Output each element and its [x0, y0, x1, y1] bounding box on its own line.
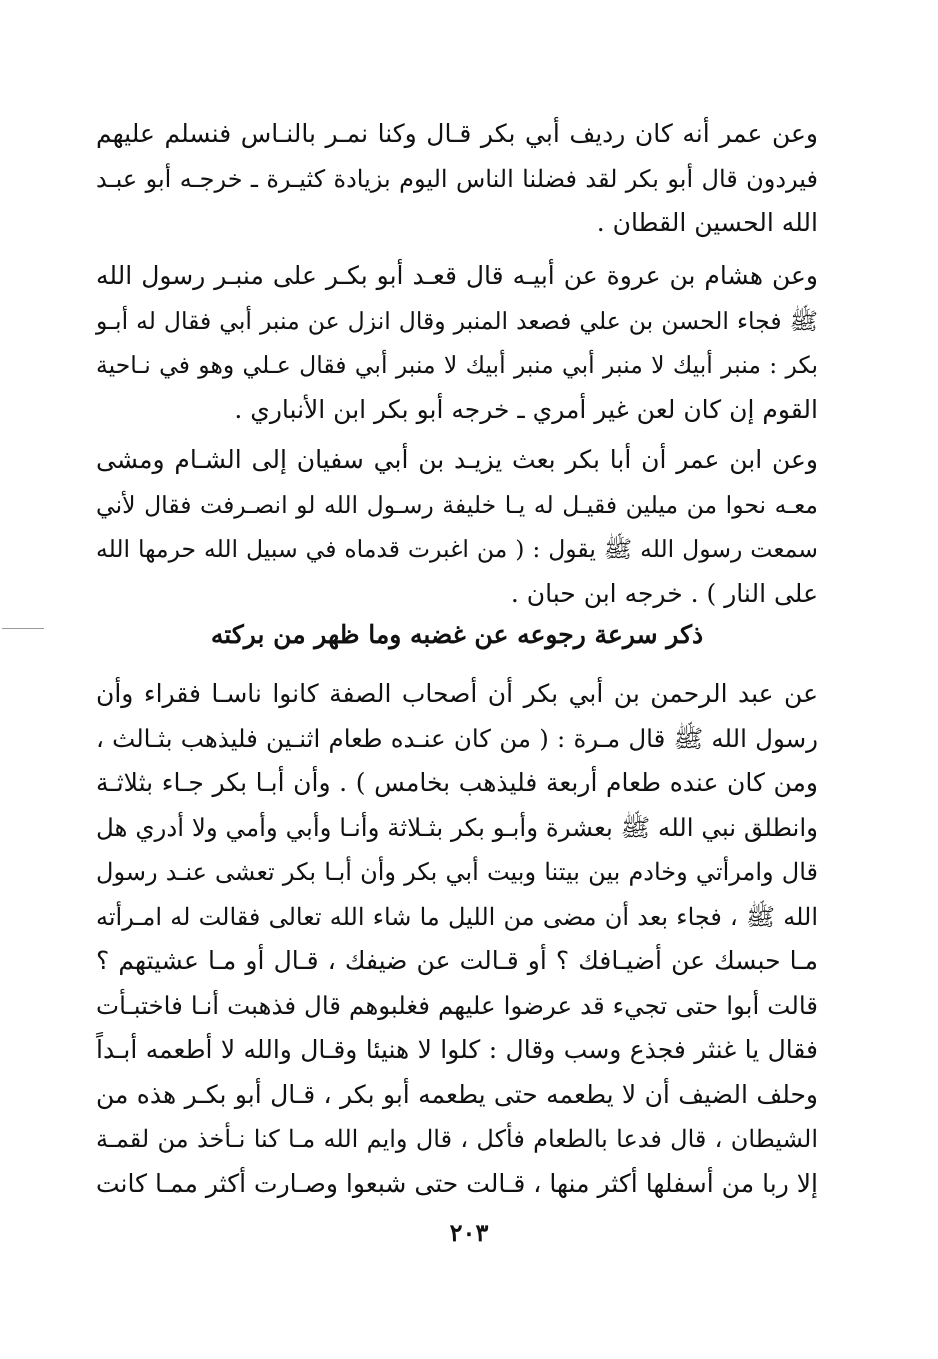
text-line: إلا ربا من أسفلها أكثر منها ، قـالت حتى شبعوا وصـارت أكثر ممـا كانت [96, 1168, 818, 1198]
text-line: وانطلق نبي الله ﷺ بعشرة وأبـو بكر بثـلاثة وأنـا وأبي وأمي ولا أدري هل [96, 812, 818, 842]
text-line: وعن ابن عمر أن أبا بكر بعث يزيـد بن أبي سفيان إلى الشـام ومشى [96, 445, 818, 474]
margin-scan-mark [2, 628, 44, 629]
text-line: فيردون قال أبو بكر لقد فضلنا الناس اليوم بزيادة كثيـرة ـ خرجـه أبو عبـد [96, 164, 818, 193]
text-line: على النار ) . خرجه ابن حبان . [510, 578, 818, 608]
text-line: سمعت رسول الله ﷺ يقول : ( من اغبرت قدماه في سبيل الله حرمها الله [96, 535, 818, 563]
text-line: ﷺ فجاء الحسن بن علي فصعد المنبر وقال انزل عن منبر أبي فقال له أبـو [96, 306, 818, 335]
section-heading: ذكر سرعة رجوعه عن غضبه وما ظهر من بركته [210, 620, 704, 649]
text-line: قالت أبوا حتى تجيء قد عرضوا عليهم فغلبوهم قال فذهبت أنـا فاختبـأت [96, 990, 818, 1020]
text-line: القوم إن كان لعن غير أمري ـ خرجه أبو بكر ابن الأنباري . [234, 394, 818, 424]
text-line: الله ﷺ ، فجاء بعد أن مضى من الليل ما شاء الله تعالى فقالت له امـرأته [96, 902, 818, 931]
paragraph-umar-companion [96, 112, 818, 246]
text-line: ومن كان عنده طعام أربعة فليذهب بخامس ) . وأن أبـا بكر جـاء بثلاثـة [96, 768, 818, 797]
text-line: قال وامرأتي وخادم بين بيتنا وبيت أبي بكر وأن أبـا بكر تعشى عنـد رسول [96, 858, 818, 886]
paragraph-ahl-as-suffa [96, 672, 818, 1206]
text-line: فقال يا غنثر فجذع وسب وقال : كلوا لا هنيئا وقـال والله لا أطعمه أبـداً [96, 1035, 818, 1064]
text-line: وحلف الضيف أن لا يطعمه حتى يطعمه أبو بكر ، قـال أبو بكـر هذه من [96, 1079, 818, 1109]
text-line: معـه نحوا من ميلين فقيـل له يـا خليفة رسـول الله لو انصـرفت فقال لأني [96, 490, 818, 519]
text-line: رسول الله ﷺ قال مـرة : ( من كان عنـده طعام اثنـين فليذهب بثـالث ، [96, 723, 818, 753]
text-line: بكر : منبر أبيك لا منبر أبي منبر أبيك لا منبر أبي فقال عـلي وهو في نـاحية [96, 351, 818, 379]
page-number: ٢٠٣ [449, 1218, 489, 1247]
text-line: وعن هشام بن عروة عن أبيـه قال قعـد أبو بكـر على منبـر رسول الله [96, 261, 818, 290]
text-line: مـا حبسك عن أضيـافك ؟ أو قـالت عن ضيفك ، قـال أو مـا عشيتهم ؟ [96, 946, 818, 975]
text-line: عن عبد الرحمن بن أبي بكر أن أصحاب الصفة كانوا ناسـا فقراء وأن [96, 679, 818, 708]
paragraph-ibn-umar-sham [96, 438, 818, 616]
text-line: الشيطان ، قال فدعا بالطعام فأكل ، قال وايم الله مـا كنا نـأخذ من لقمـة [96, 1125, 818, 1153]
paragraph-hisham-minbar [96, 254, 818, 432]
text-line: وعن عمر أنه كان رديف أبي بكر قـال وكنا نمـر بالنـاس فنسلم عليهم [96, 119, 818, 148]
text-line: الله الحسين القطان . [596, 208, 818, 237]
